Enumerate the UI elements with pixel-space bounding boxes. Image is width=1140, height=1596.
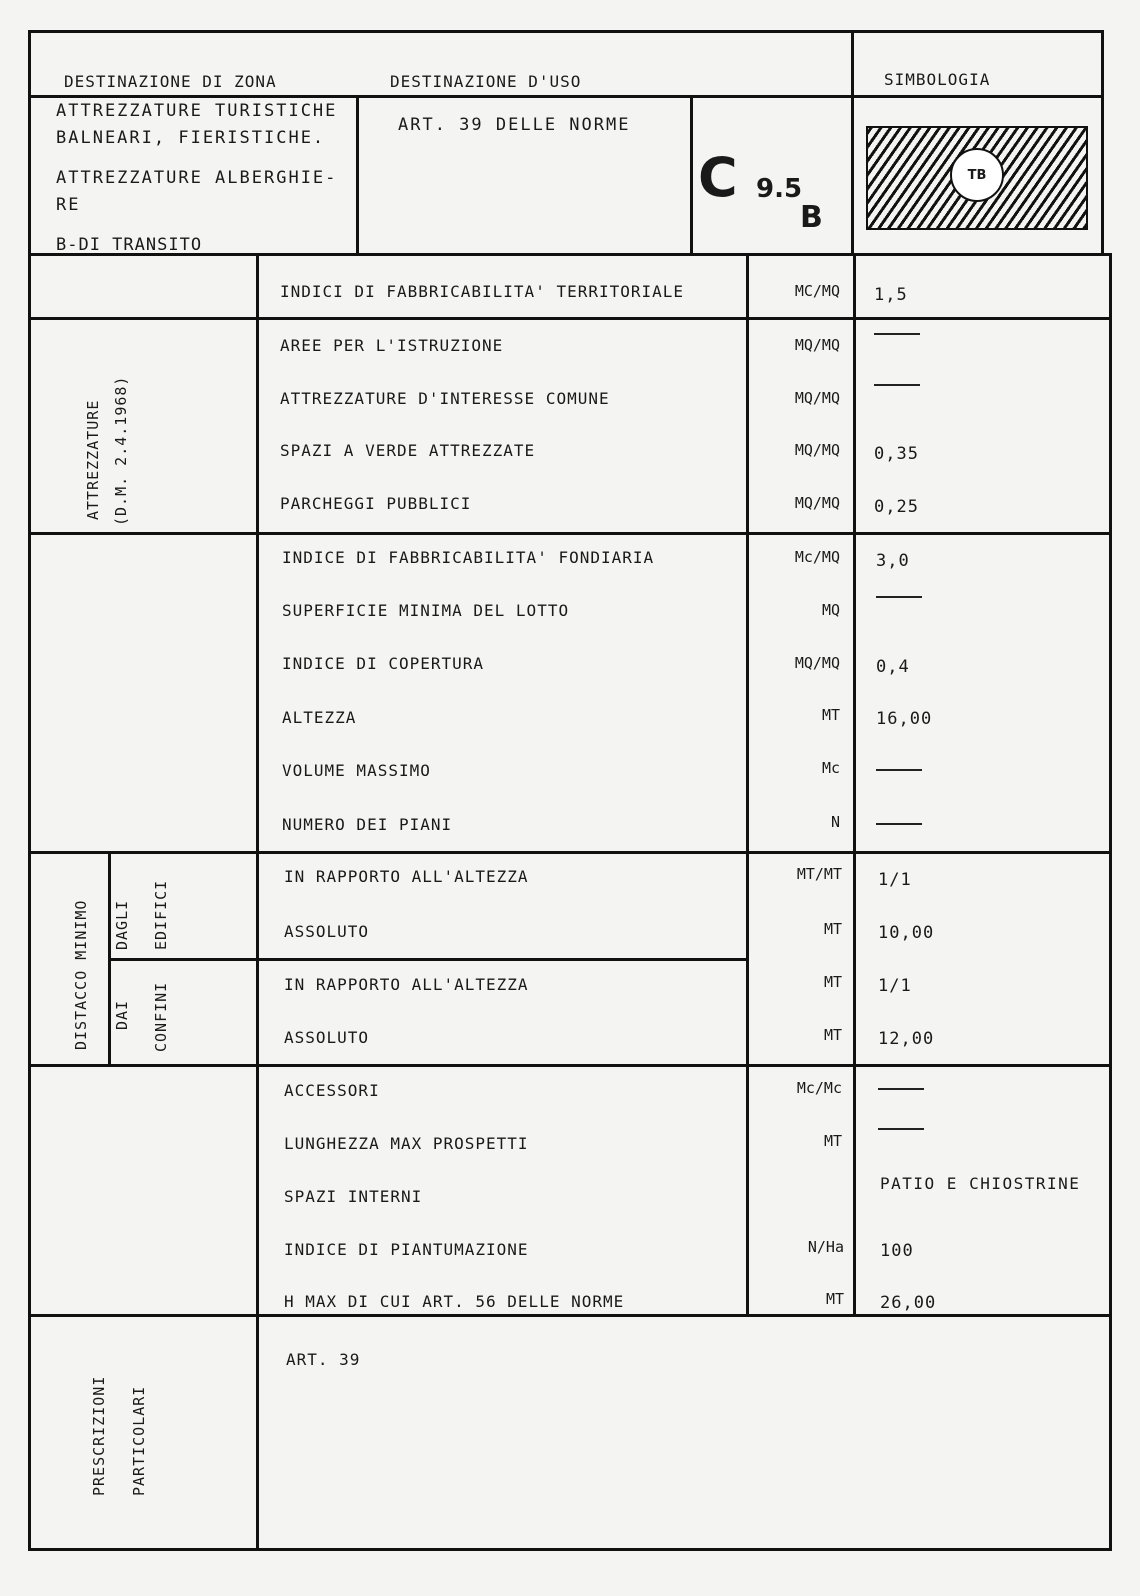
- row-label-1: AREE PER L'ISTRUZIONE: [280, 336, 504, 355]
- row-label-6: SUPERFICIE MINIMA DEL LOTTO: [282, 601, 570, 620]
- row-unit-8: MT: [821, 706, 840, 724]
- side-label-dai: DAI: [113, 999, 131, 1030]
- section-divider-2: [28, 532, 1112, 535]
- row-unit-18: N/Ha: [807, 1238, 844, 1256]
- row-value-13: 1/1: [878, 976, 912, 996]
- row-value-1: [874, 333, 920, 335]
- row-unit-2: MQ/MQ: [794, 389, 840, 407]
- row-label-14: ASSOLUTO: [284, 1028, 370, 1047]
- header-uso-label: DESTINAZIONE D'USO: [390, 72, 582, 91]
- side-column-divider: [256, 253, 259, 1551]
- row-label-9: VOLUME MASSIMO: [282, 761, 431, 780]
- row-unit-19: MT: [825, 1290, 844, 1308]
- confini-divider: [108, 958, 746, 961]
- side-label-edifici: EDIFICI: [152, 879, 170, 950]
- zona-line-5: B-DI TRANSITO: [56, 235, 203, 255]
- header-zona-label: DESTINAZIONE DI ZONA: [64, 72, 277, 91]
- code-divider: [690, 95, 693, 256]
- zona-divider: [356, 95, 359, 256]
- zone-code-number: 9.5: [756, 174, 803, 204]
- row-label-15: ACCESSORI: [284, 1081, 380, 1100]
- row-label-0: INDICI DI FABBRICABILITA' TERRITORIALE: [280, 282, 685, 301]
- row-label-5: INDICE DI FABBRICABILITA' FONDIARIA: [282, 548, 655, 567]
- row-label-10: NUMERO DEI PIANI: [282, 815, 453, 834]
- row-label-12: ASSOLUTO: [284, 922, 370, 941]
- side-label-dm: (D.M. 2.4.1968): [112, 375, 130, 526]
- section-divider-5: [28, 1314, 1112, 1317]
- side-label-prescrizioni: PRESCRIZIONI: [90, 1375, 108, 1496]
- row-label-7: INDICE DI COPERTURA: [282, 654, 485, 673]
- row-unit-15: Mc/Mc: [796, 1079, 842, 1097]
- header-divider: [28, 95, 1104, 98]
- row-label-18: INDICE DI PIANTUMAZIONE: [284, 1240, 529, 1259]
- row-value-11: 1/1: [878, 870, 912, 890]
- row-value-5: 3,0: [876, 551, 910, 571]
- row-value-16: [878, 1128, 924, 1130]
- row-unit-4: MQ/MQ: [794, 494, 840, 512]
- header-simbologia-label: SIMBOLOGIA: [884, 70, 991, 89]
- row-label-17: SPAZI INTERNI: [284, 1187, 423, 1206]
- row-value-8: 16,00: [876, 709, 933, 729]
- zona-line-4: RE: [56, 195, 81, 215]
- row-label-4: PARCHEGGI PUBBLICI: [280, 494, 472, 513]
- section-divider-3: [28, 851, 1112, 854]
- row-label-2: ATTREZZATURE D'INTERESSE COMUNE: [280, 389, 610, 408]
- row-label-8: ALTEZZA: [282, 708, 357, 727]
- row-unit-0: MC/MQ: [794, 282, 840, 300]
- section-divider-4: [28, 1064, 1112, 1067]
- row-value-9: [876, 769, 922, 771]
- side-label-dagli: DAGLI: [113, 899, 131, 950]
- row-unit-14: MT: [823, 1026, 842, 1044]
- simbologia-divider: [851, 30, 854, 256]
- row-value-4: 0,25: [874, 497, 919, 517]
- row-unit-16: MT: [823, 1132, 842, 1150]
- unit-column-right: [853, 253, 856, 1314]
- row-value-17: PATIO E CHIOSTRINE: [880, 1174, 1081, 1193]
- uso-text: ART. 39 DELLE NORME: [398, 115, 631, 135]
- zona-line-1: ATTREZZATURE TURISTICHE: [56, 101, 338, 121]
- row-unit-6: MQ: [821, 601, 840, 619]
- side-label-attrezzature: ATTREZZATURE: [84, 399, 102, 520]
- row-label-16: LUNGHEZZA MAX PROSPETTI: [284, 1134, 529, 1153]
- row-label-11: IN RAPPORTO ALL'ALTEZZA: [284, 867, 529, 886]
- row-label-19: H MAX DI CUI ART. 56 DELLE NORME: [284, 1292, 625, 1311]
- row-value-6: [876, 596, 922, 598]
- row-value-15: [878, 1088, 924, 1090]
- row-value-0: 1,5: [874, 285, 908, 305]
- prescrizioni-text: ART. 39: [286, 1350, 361, 1369]
- row-value-18: 100: [880, 1241, 914, 1261]
- row-unit-9: Mc: [821, 759, 840, 777]
- row-unit-12: MT: [823, 920, 842, 938]
- row-value-10: [876, 823, 922, 825]
- row-value-19: 26,00: [880, 1293, 937, 1313]
- unit-column-left: [746, 253, 749, 1314]
- zone-code-letter: C: [698, 146, 738, 209]
- row-unit-10: N: [830, 813, 840, 831]
- row-value-7: 0,4: [876, 657, 910, 677]
- row-unit-5: Mc/MQ: [794, 548, 840, 566]
- row-unit-3: MQ/MQ: [794, 441, 840, 459]
- row-value-12: 10,00: [878, 923, 935, 943]
- row-unit-1: MQ/MQ: [794, 336, 840, 354]
- row-unit-7: MQ/MQ: [794, 654, 840, 672]
- tb-badge: TB: [950, 148, 1004, 202]
- row-label-3: SPAZI A VERDE ATTREZZATE: [280, 441, 536, 460]
- row-unit-11: MT/MT: [796, 865, 842, 883]
- row-label-13: IN RAPPORTO ALL'ALTEZZA: [284, 975, 529, 994]
- side-label-particolari: PARTICOLARI: [130, 1385, 148, 1496]
- zona-line-2: BALNEARI, FIERISTICHE.: [56, 128, 326, 148]
- distacco-inner-divider: [108, 851, 111, 1064]
- main-table-frame: [28, 253, 1112, 1551]
- side-label-distacco: DISTACCO MINIMO: [72, 899, 90, 1050]
- row-value-2: [874, 384, 920, 386]
- row-unit-13: MT: [823, 973, 842, 991]
- side-label-confini: CONFINI: [152, 981, 170, 1052]
- row-value-3: 0,35: [874, 444, 919, 464]
- section-divider-1: [28, 317, 1112, 320]
- zone-code-sub: B: [800, 200, 823, 235]
- zona-line-3: ATTREZZATURE ALBERGHIE-: [56, 168, 338, 188]
- row-value-14: 12,00: [878, 1029, 935, 1049]
